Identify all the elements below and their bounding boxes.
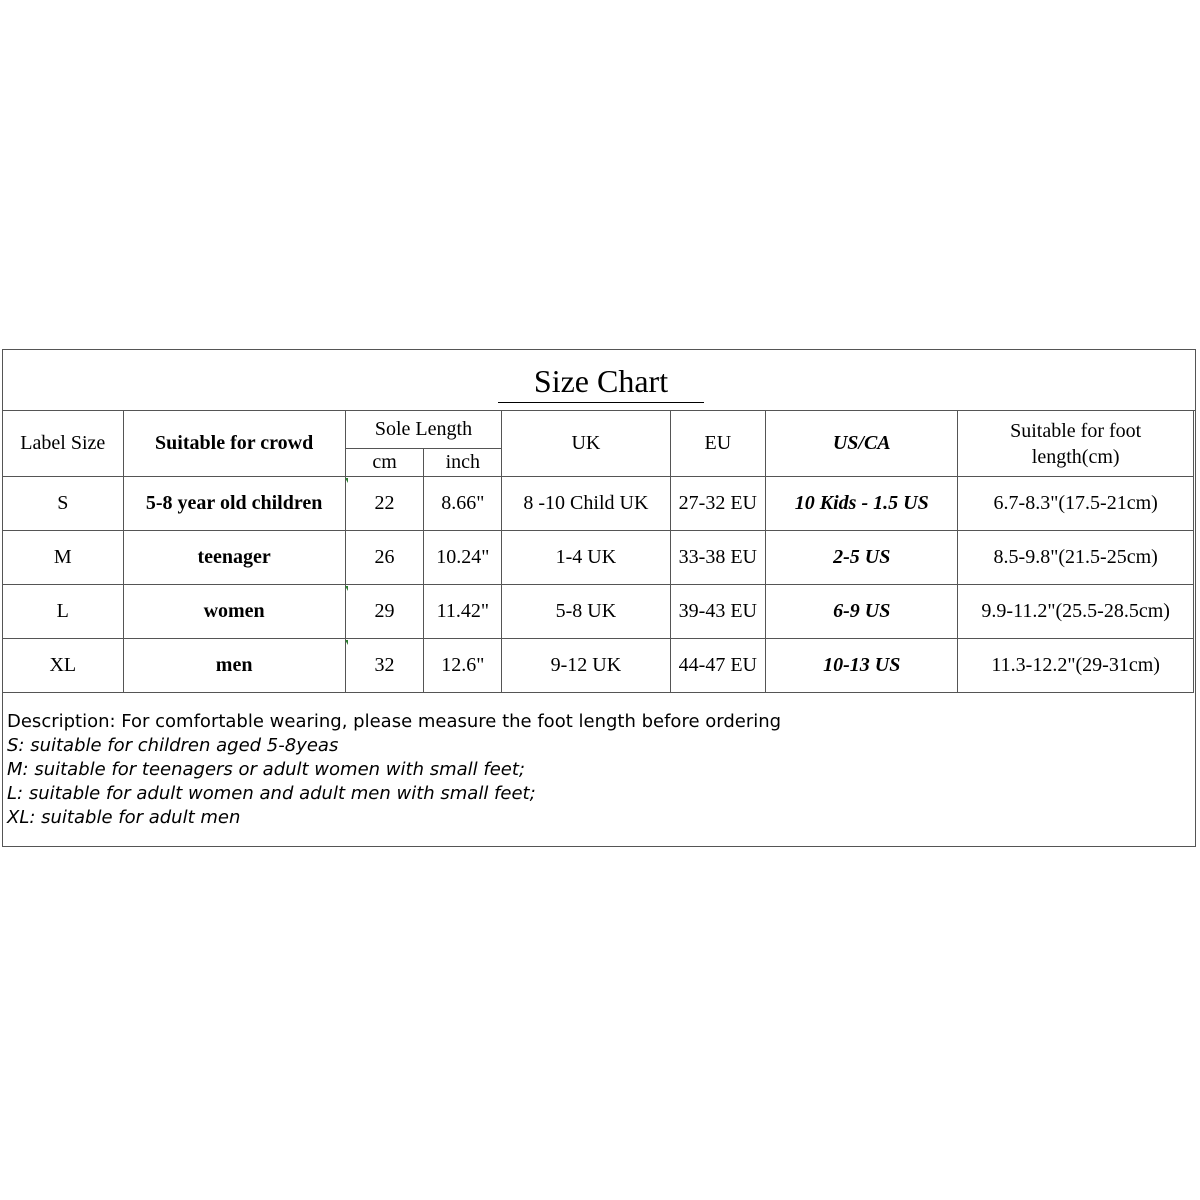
cell-us: 2-5 US — [766, 531, 958, 585]
cell-crowd: teenager — [123, 531, 345, 585]
cell-uk: 8 -10 Child UK — [502, 477, 670, 531]
cell-uk: 1-4 UK — [502, 531, 670, 585]
description-note: L: suitable for adult women and adult men with small feet; — [7, 783, 536, 804]
table-row — [3, 585, 1194, 639]
cell-uk: 5-8 UK — [502, 585, 670, 639]
header-us-ca: US/CA — [766, 411, 958, 477]
cell-cm: 29 — [345, 585, 424, 639]
cell-size: XL — [3, 639, 124, 693]
cell-eu: 27-32 EU — [670, 477, 766, 531]
chart-title: Size Chart — [498, 360, 704, 403]
header-label-size: Label Size — [3, 411, 124, 477]
cell-foot: 9.9-11.2"(25.5-28.5cm) — [958, 585, 1194, 639]
cell-size: M — [3, 531, 124, 585]
title-row — [3, 350, 1195, 411]
cell-marker-icon — [345, 586, 348, 591]
header-crowd: Suitable for crowd — [123, 411, 345, 477]
description-note: S: suitable for children aged 5-8yeas — [7, 735, 339, 756]
table-row — [3, 639, 1194, 693]
cell-crowd: men — [123, 639, 345, 693]
description — [7, 710, 781, 830]
header-eu: EU — [670, 411, 766, 477]
cell-eu: 44-47 EU — [670, 639, 766, 693]
header-inch: inch — [424, 449, 502, 477]
cell-us: 10 Kids - 1.5 US — [766, 477, 958, 531]
cell-size: S — [3, 477, 124, 531]
cell-cm: 22 — [345, 477, 424, 531]
cell-foot: 8.5-9.8"(21.5-25cm) — [958, 531, 1194, 585]
header-sole-length: Sole Length — [345, 411, 502, 449]
size-chart — [2, 349, 1196, 847]
cell-marker-icon — [345, 478, 348, 483]
cell-inch: 12.6" — [424, 639, 502, 693]
header-foot-length: Suitable for foot length(cm) — [958, 411, 1194, 477]
cell-crowd: 5-8 year old children — [123, 477, 345, 531]
cell-marker-icon — [345, 640, 348, 645]
description-heading: Description: For comfortable wearing, please measure the foot length before ordering — [7, 711, 782, 732]
cell-cm: 26 — [345, 531, 424, 585]
cell-crowd: women — [123, 585, 345, 639]
size-table — [2, 410, 1194, 693]
cell-cm: 32 — [345, 639, 424, 693]
cell-inch: 8.66" — [424, 477, 502, 531]
table-row — [3, 531, 1194, 585]
cell-foot: 11.3-12.2"(29-31cm) — [958, 639, 1194, 693]
cell-eu: 33-38 EU — [670, 531, 766, 585]
cell-inch: 10.24" — [424, 531, 502, 585]
cell-eu: 39-43 EU — [670, 585, 766, 639]
cell-uk: 9-12 UK — [502, 639, 670, 693]
description-note: XL: suitable for adult men — [7, 807, 241, 828]
cell-inch: 11.42" — [424, 585, 502, 639]
cell-us: 6-9 US — [766, 585, 958, 639]
header-uk: UK — [502, 411, 670, 477]
cell-size: L — [3, 585, 124, 639]
cell-us: 10-13 US — [766, 639, 958, 693]
table-row — [3, 477, 1194, 531]
cell-foot: 6.7-8.3"(17.5-21cm) — [958, 477, 1194, 531]
description-note: M: suitable for teenagers or adult women with small feet; — [7, 759, 525, 780]
header-cm: cm — [345, 449, 424, 477]
